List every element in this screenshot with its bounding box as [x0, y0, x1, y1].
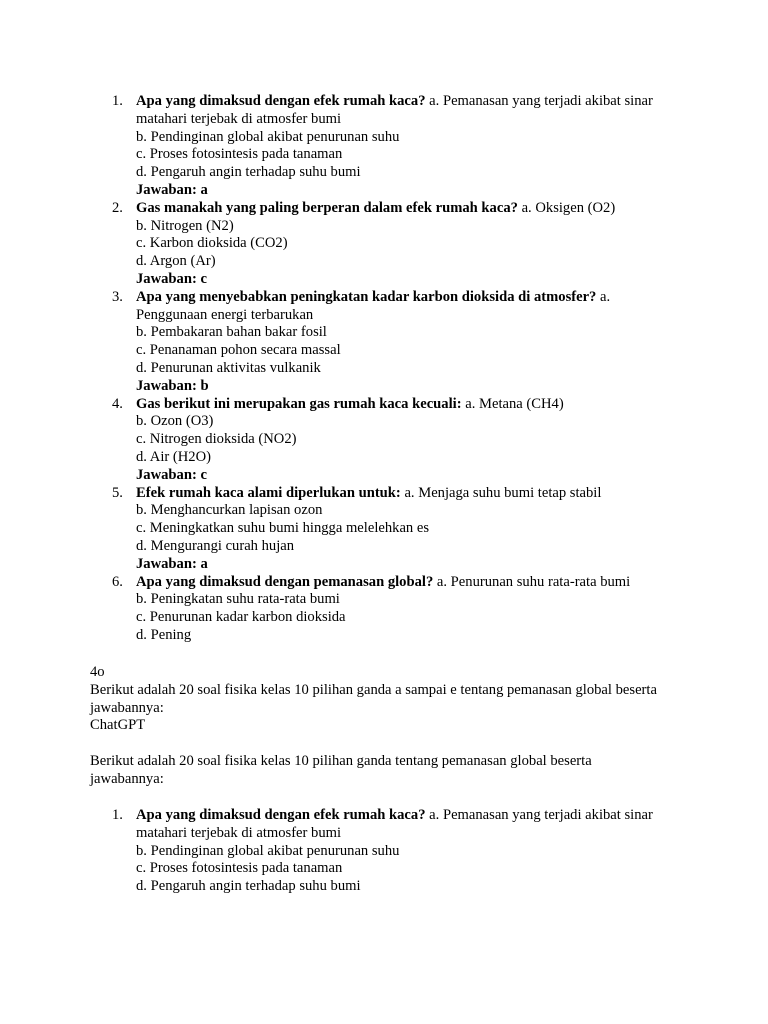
option-a: a.	[600, 288, 611, 305]
assistant-label: ChatGPT	[90, 717, 146, 734]
option-d: d. Pengaruh angin terhadap suhu bumi	[136, 878, 361, 895]
question-text: Apa yang dimaksud dengan pemanasan global?	[136, 573, 434, 590]
option-a-continued: Penggunaan energi terbarukan	[136, 306, 314, 323]
reply-line: jawabannya:	[90, 770, 164, 787]
question-text: Apa yang menyebabkan peningkatan kadar karbon dioksida di atmosfer?	[136, 288, 597, 305]
chat-section	[90, 664, 690, 735]
answer: Jawaban: c	[136, 466, 207, 483]
option-c: c. Proses fotosintesis pada tanaman	[136, 860, 343, 877]
option-b: b. Peningkatan suhu rata-rata bumi	[136, 591, 340, 608]
question-item	[90, 807, 690, 896]
option-a: a. Menjaga suhu bumi tetap stabil	[404, 484, 602, 501]
answer: Jawaban: c	[136, 270, 207, 287]
user-prompt-line: Berikut adalah 20 soal fisika kelas 10 pilihan ganda a sampai e tentang pemanasan global beserta	[90, 681, 657, 698]
option-b: b. Menghancurkan lapisan ozon	[136, 502, 323, 519]
option-c: c. Penanaman pohon secara massal	[136, 342, 341, 359]
model-label: 4o	[90, 664, 105, 680]
option-a: a. Pemanasan yang terjadi akibat sinar	[429, 807, 653, 823]
option-a: a. Oksigen (O2)	[521, 199, 616, 216]
question-text: Apa yang dimaksud dengan efek rumah kaca?	[136, 807, 426, 823]
user-prompt-line: jawabannya:	[90, 699, 164, 716]
option-c: c. Meningkatkan suhu bumi hingga melelehkan es	[136, 520, 430, 537]
option-b: b. Nitrogen (N2)	[136, 217, 234, 234]
answer: Jawaban: b	[136, 377, 209, 394]
option-d: d. Pening	[136, 626, 192, 643]
question-number: 5.	[112, 484, 123, 501]
option-c: c. Proses fotosintesis pada tanaman	[136, 146, 343, 163]
option-b: b. Ozon (O3)	[136, 413, 214, 430]
option-c: c. Nitrogen dioksida (NO2)	[136, 431, 297, 448]
question-text: Gas manakah yang paling berperan dalam efek rumah kaca?	[136, 199, 518, 216]
option-d: d. Penurunan aktivitas vulkanik	[136, 359, 321, 376]
option-b: b. Pendinginan global akibat penurunan suhu	[136, 128, 400, 145]
question-number: 4.	[112, 395, 123, 412]
option-a-continued: matahari terjebak di atmosfer bumi	[136, 824, 342, 841]
option-b: b. Pendinginan global akibat penurunan suhu	[136, 842, 400, 859]
question-item	[90, 396, 690, 485]
option-d: d. Pengaruh angin terhadap suhu bumi	[136, 164, 361, 181]
answer: Jawaban: a	[136, 181, 208, 198]
question-number: 2.	[112, 199, 123, 216]
option-c: c. Karbon dioksida (CO2)	[136, 235, 288, 252]
question-item	[90, 574, 690, 645]
option-c: c. Penurunan kadar karbon dioksida	[136, 609, 346, 626]
question-number: 1.	[112, 807, 123, 823]
question-list	[90, 93, 690, 645]
option-b: b. Pembakaran bahan bakar fosil	[136, 324, 327, 341]
reply-line: Berikut adalah 20 soal fisika kelas 10 pilihan ganda tentang pemanasan global beserta	[90, 753, 592, 769]
option-a-continued: matahari terjebak di atmosfer bumi	[136, 110, 342, 127]
option-d: d. Argon (Ar)	[136, 253, 216, 270]
option-a: a. Pemanasan yang terjadi akibat sinar	[429, 93, 653, 109]
answer: Jawaban: a	[136, 555, 208, 572]
question-item	[90, 289, 690, 396]
question-number: 1.	[112, 93, 123, 109]
question-item	[90, 200, 690, 289]
question-number: 6.	[112, 573, 123, 590]
assistant-reply	[90, 753, 690, 789]
option-d: d. Air (H2O)	[136, 448, 211, 465]
option-d: d. Mengurangi curah hujan	[136, 537, 295, 554]
question-number: 3.	[112, 288, 123, 305]
question-list	[90, 807, 690, 896]
question-item	[90, 485, 690, 574]
option-a: a. Metana (CH4)	[465, 395, 564, 412]
option-a: a. Penurunan suhu rata-rata bumi	[436, 573, 631, 590]
question-item	[90, 93, 690, 200]
question-text: Efek rumah kaca alami diperlukan untuk:	[136, 484, 401, 501]
question-text: Apa yang dimaksud dengan efek rumah kaca?	[136, 93, 426, 109]
question-text: Gas berikut ini merupakan gas rumah kaca kecuali:	[136, 395, 462, 412]
